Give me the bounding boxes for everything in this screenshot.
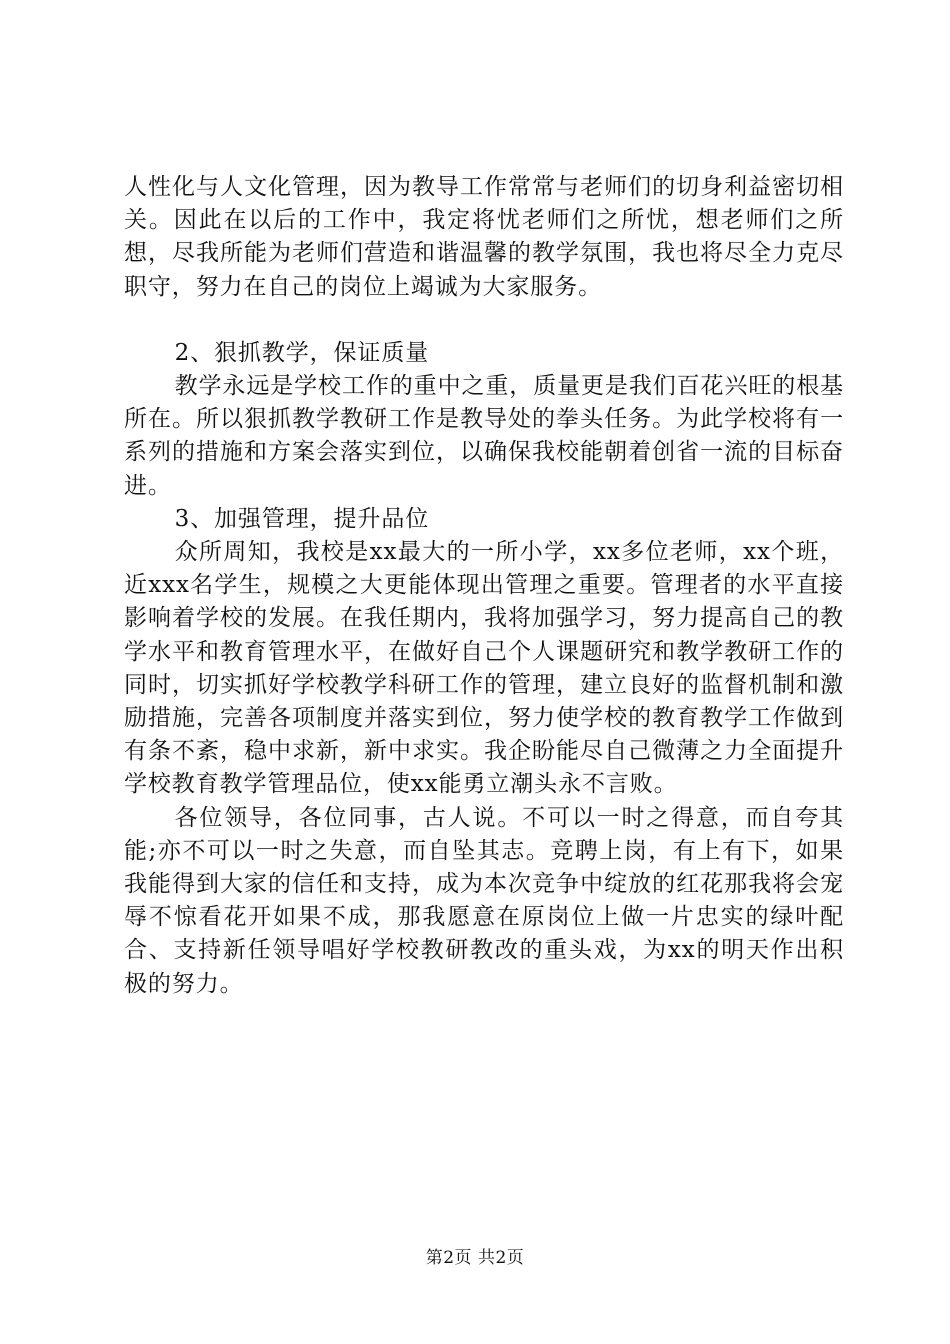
paragraph-management: 众所周知，我校是xx最大的一所小学，xx多位老师，xx个班，近xxx名学生，规模之大更能体现出管理之重要。管理者的水平直接影响着学校的发展。在我任期内，我将加强学习，努力提高自己的教学水平和教育管理水平，在做好自己个人课题研究和教学教研工作的同时，切实抓好学校教学科研工作的管理，建立良好的监督机制和激励措施，完善各项制度并落实到位，努力使学校的教育教学工作做到有条不紊，稳中求新，新中求实。我企盼能尽自己微薄之力全面提升学校教育教学管理品位，使xx能勇立潮头永不言败。 <box>124 539 844 798</box>
document-body <box>124 171 844 1001</box>
paragraph-continuation: 人性化与人文化管理，因为教导工作常常与老师们的切身利益密切相关。因此在以后的工作中，我定将忧老师们之所忧，想老师们之所想，尽我所能为老师们营造和谐温馨的教学氛围，我也将尽全力克尽职守，努力在自己的岗位上竭诚为大家服务。 <box>124 174 844 300</box>
paragraph-closing: 各位领导，各位同事，古人说。不可以一时之得意，而自夸其能;亦不可以一时之失意，而自坠其志。竞聘上岗，有上有下，如果我能得到大家的信任和支持，成为本次竞争中绽放的红花那我将会宠辱不惊看花开如果不成，那我愿意在原岗位上做一片忠实的绿叶配合、支持新任领导唱好学校教研教改的重头戏，为xx的明天作出积极的努力。 <box>124 804 844 997</box>
page-footer: 第2页 共2页 <box>425 1248 525 1268</box>
paragraph-spacer <box>124 304 844 337</box>
section-heading-2: 2、狠抓教学，保证质量 <box>174 339 430 366</box>
section-heading-3: 3、加强管理，提升品位 <box>174 505 430 532</box>
paragraph-teaching: 教学永远是学校工作的重中之重，质量更是我们百花兴旺的根基所在。所以狠抓教学教研工作是教导处的拳头任务。为此学校将有一系列的措施和方案会落实到位，以确保我校能朝着创省一流的目标奋进。 <box>124 373 844 499</box>
